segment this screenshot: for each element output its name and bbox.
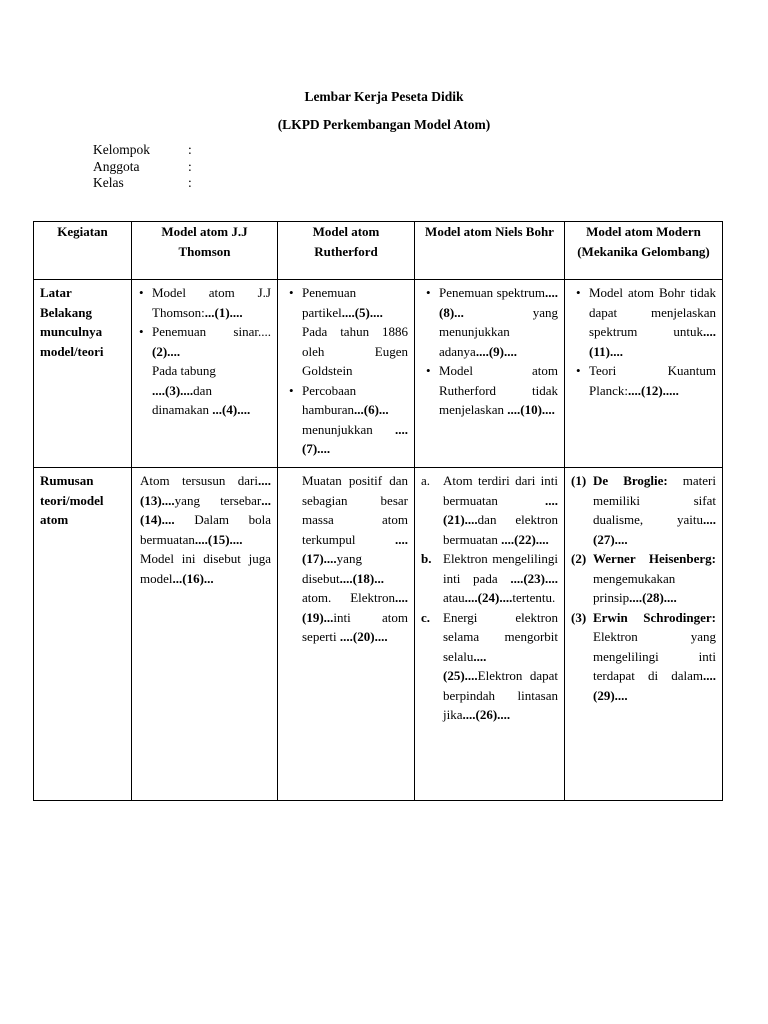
list-item: b. Elektron mengelilingi inti pada ....(23).... atau....(24)....tertentu. xyxy=(421,551,558,605)
list-item: • Penemuan partikel....(5).... Pada tahun 1886 oleh Eugen Goldstein xyxy=(284,283,408,381)
field-separator: : xyxy=(188,175,192,190)
list-item: • Teori Kuantum Planck:....(12)..... xyxy=(571,361,716,400)
field-kelas xyxy=(93,175,192,192)
list-item: (1) De Broglie: materi memiliki sifat dualisme, yaitu....(27).... xyxy=(571,473,716,547)
table-row-latar-belakang xyxy=(34,280,723,468)
field-label: Kelas xyxy=(93,175,124,190)
field-label: Anggota xyxy=(93,158,140,174)
header-thomson: Model atom J.J Thomson xyxy=(132,222,278,280)
list-item: • Penemuan sinar.... (2).... Pada tabung ....(3)....dan dinamakan ...(4).... xyxy=(138,322,271,420)
list-item: • Model atom Rutherford tidak menjelaskan ....(10).... xyxy=(421,361,558,420)
field-separator: : xyxy=(188,142,192,157)
field-label: Kelompok xyxy=(93,142,150,157)
field-anggota xyxy=(93,159,192,176)
row-label: Rumusan teori/model atom xyxy=(34,468,132,801)
worksheet-table xyxy=(33,221,723,801)
list-item: • Percobaan hamburan...(6)... menunjukkan ....(7).... xyxy=(284,381,408,459)
cell-bohr xyxy=(415,468,565,801)
cell-rutherford xyxy=(278,280,415,468)
header-bohr: Model atom Niels Bohr xyxy=(415,222,565,280)
cell-thomson xyxy=(132,280,278,468)
list-item: (2) Werner Heisenberg: mengemukakan prinsip....(28).... xyxy=(571,551,716,605)
field-separator: : xyxy=(188,158,192,174)
cell-modern xyxy=(565,468,723,801)
cell-rutherford: Muatan positif dan sebagian besar massa atom terkumpul ....(17)....yang disebut....(18)... atom. Elektron....(19)...inti atom seperti ....(20).... xyxy=(278,468,415,801)
cell-bohr xyxy=(415,280,565,468)
list-item: • Model atom Bohr tidak dapat menjelaskan spektrum untuk....(11).... xyxy=(571,283,716,361)
row-label: Latar Belakang munculnya model/teori xyxy=(34,280,132,468)
header-rutherford: Model atom Rutherford xyxy=(278,222,415,280)
field-kelompok xyxy=(93,142,192,159)
header-modern: Model atom Modern (Mekanika Gelombang) xyxy=(565,222,723,280)
cell-modern xyxy=(565,280,723,468)
table-row-rumusan xyxy=(34,468,723,801)
cell-thomson: Atom tersusun dari....(13)....yang tersebar...(14).... Dalam bola bermuatan....(15).... Model ini disebut juga model...(16)... xyxy=(132,468,278,801)
header-kegiatan: Kegiatan xyxy=(34,222,132,280)
list-item: c. Energi elektron selama mengorbit selalu....(25)....Elektron dapat berpindah lintasan jika....(26).... xyxy=(421,609,558,722)
list-item: • Penemuan spektrum....(8)... yang menunjukkan adanya....(9).... xyxy=(421,283,558,361)
list-item: (3) Erwin Schrodinger: Elektron yang mengelilingi inti terdapat di dalam....(29).... xyxy=(571,609,716,703)
list-item: • Model atom J.J Thomson:...(1).... xyxy=(138,283,271,322)
page-subtitle: (LKPD Perkembangan Model Atom) xyxy=(277,117,491,132)
page-title: Lembar Kerja Peseta Didik xyxy=(304,89,464,104)
table-header-row xyxy=(34,222,723,280)
list-item: a. Atom terdiri dari inti bermuatan ....(21)....dan elektron bermuatan ....(22).... xyxy=(421,473,558,547)
identity-fields xyxy=(93,142,192,192)
